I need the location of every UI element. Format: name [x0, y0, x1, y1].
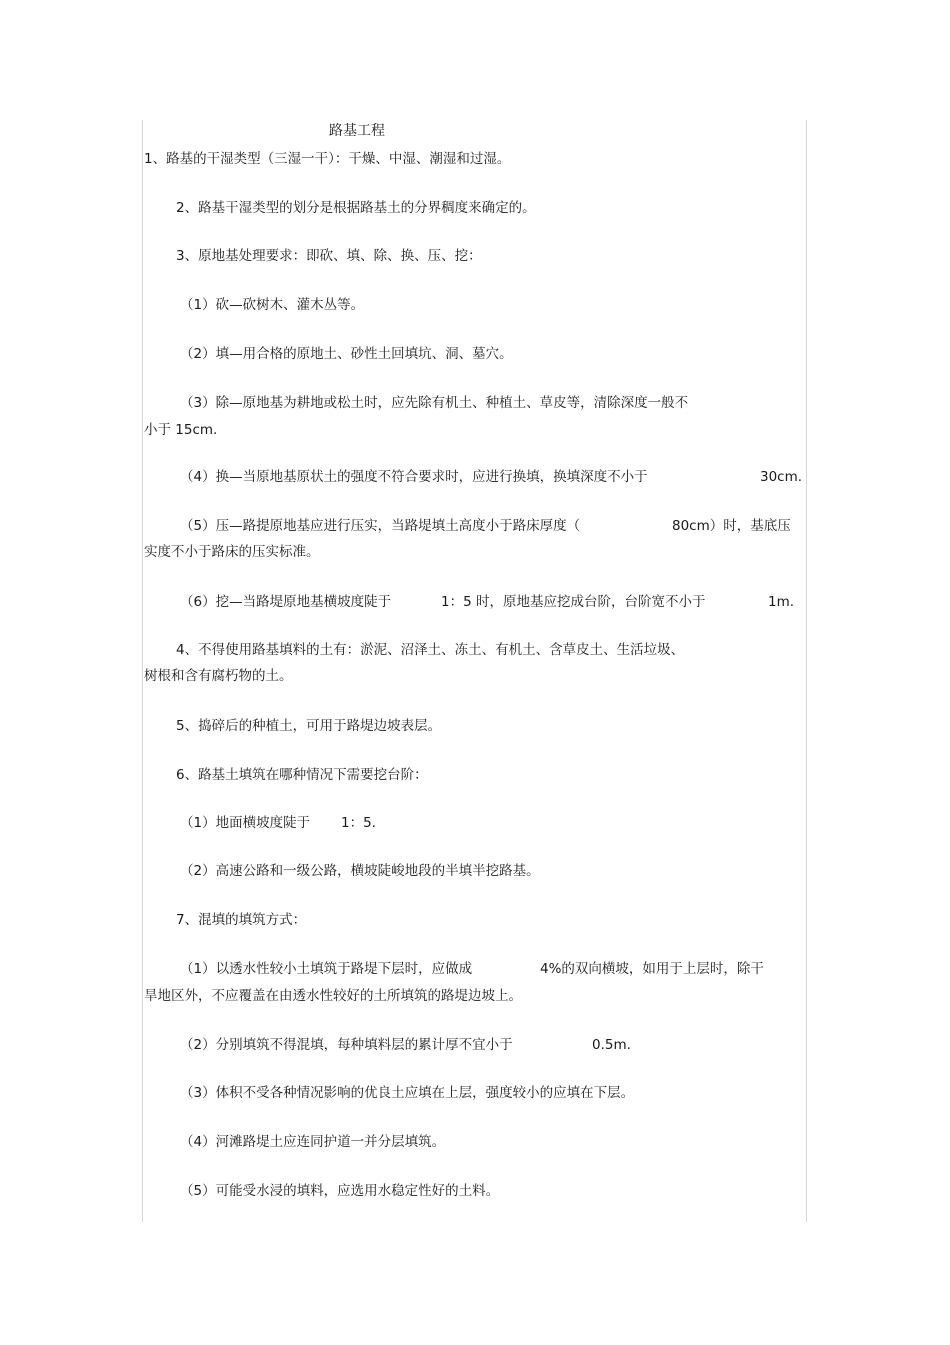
- item-dig-text-a: （6）挖—当路堤原地基横坡度陡于: [180, 594, 392, 610]
- mixfill-item-1-line-1b: 4%的双向横坡，如用于上层时，除干: [540, 961, 764, 977]
- item-dig-value: 1m.: [768, 594, 795, 610]
- highway-item: （2）高速公路和一级公路，横坡陡峻地段的半填半挖路基。: [180, 863, 540, 879]
- page-title: 路基工程: [329, 123, 385, 139]
- item-remove-line-1: （3）除—原地基为耕地或松土时，应先除有机土、种植土、草皮等，清除深度一般不: [180, 395, 689, 411]
- mixfill-item-5: （5）可能受水浸的填料，应选用水稳定性好的土料。: [180, 1183, 500, 1199]
- paragraph-4-line-2: 树根和含有腐朽物的土。: [144, 668, 293, 684]
- item-dig-text-b: 1：5 时，原地基应挖成台阶，台阶宽不小于: [441, 594, 706, 610]
- item-compact-line-1b: 80cm）时，基底压: [672, 518, 791, 534]
- mixfill-item-2-text: （2）分别填筑不得混填，每种填料层的累计厚不宜小于: [180, 1037, 513, 1053]
- paragraph-4-line-1: 4、不得使用路基填料的土有：淤泥、沼泽土、冻土、有机土、含草皮土、生活垃圾、: [176, 642, 685, 658]
- mixfill-item-2-value: 0.5m.: [592, 1037, 631, 1053]
- item-replace-value: 30cm.: [760, 469, 803, 485]
- paragraph-2: 2、路基干湿类型的划分是根据路基土的分界稠度来确定的。: [176, 200, 536, 216]
- mixfill-item-1-line-1a: （1）以透水性较小土填筑于路堤下层时，应做成: [180, 961, 473, 977]
- slope-item-value: 1：5.: [341, 815, 376, 831]
- paragraph-7: 7、混填的填筑方式：: [176, 912, 307, 928]
- left-margin-line: [142, 120, 143, 1222]
- item-compact-line-2: 实度不小于路床的压实标准。: [144, 544, 320, 560]
- slope-item-text: （1）地面横坡度陡于: [180, 815, 311, 831]
- paragraph-5: 5、捣碎后的种植土，可用于路堤边坡表层。: [176, 718, 442, 734]
- item-compact-line-1a: （5）压—路提原地基应进行压实，当路堤填土高度小于路床厚度（: [180, 518, 581, 534]
- paragraph-6: 6、路基土填筑在哪种情况下需要挖台阶：: [176, 767, 428, 783]
- mixfill-item-4: （4）河滩路堤土应连同护道一并分层填筑。: [180, 1134, 446, 1150]
- mixfill-item-3: （3）体积不受各种情况影响的优良土应填在上层，强度较小的应填在下层。: [180, 1085, 635, 1101]
- paragraph-3: 3、原地基处理要求：即砍、填、除、换、压、挖：: [176, 248, 482, 264]
- mixfill-item-1-line-2: 旱地区外，不应覆盖在由透水性较好的土所填筑的路堤边坡上。: [144, 988, 522, 1004]
- paragraph-1: 1、路基的干湿类型（三湿一干）：干燥、中湿、潮湿和过湿。: [144, 151, 511, 167]
- right-margin-line: [806, 120, 807, 1222]
- item-fill: （2）填—用合格的原地土、砂性土回填坑、洞、墓穴。: [180, 346, 513, 362]
- item-remove-line-2: 小于 15cm.: [144, 422, 218, 438]
- item-cut: （1）砍—砍树木、灌木丛等。: [180, 297, 365, 313]
- item-replace-text: （4）换—当原地基原状土的强度不符合要求时，应进行换填，换填深度不小于: [180, 469, 648, 485]
